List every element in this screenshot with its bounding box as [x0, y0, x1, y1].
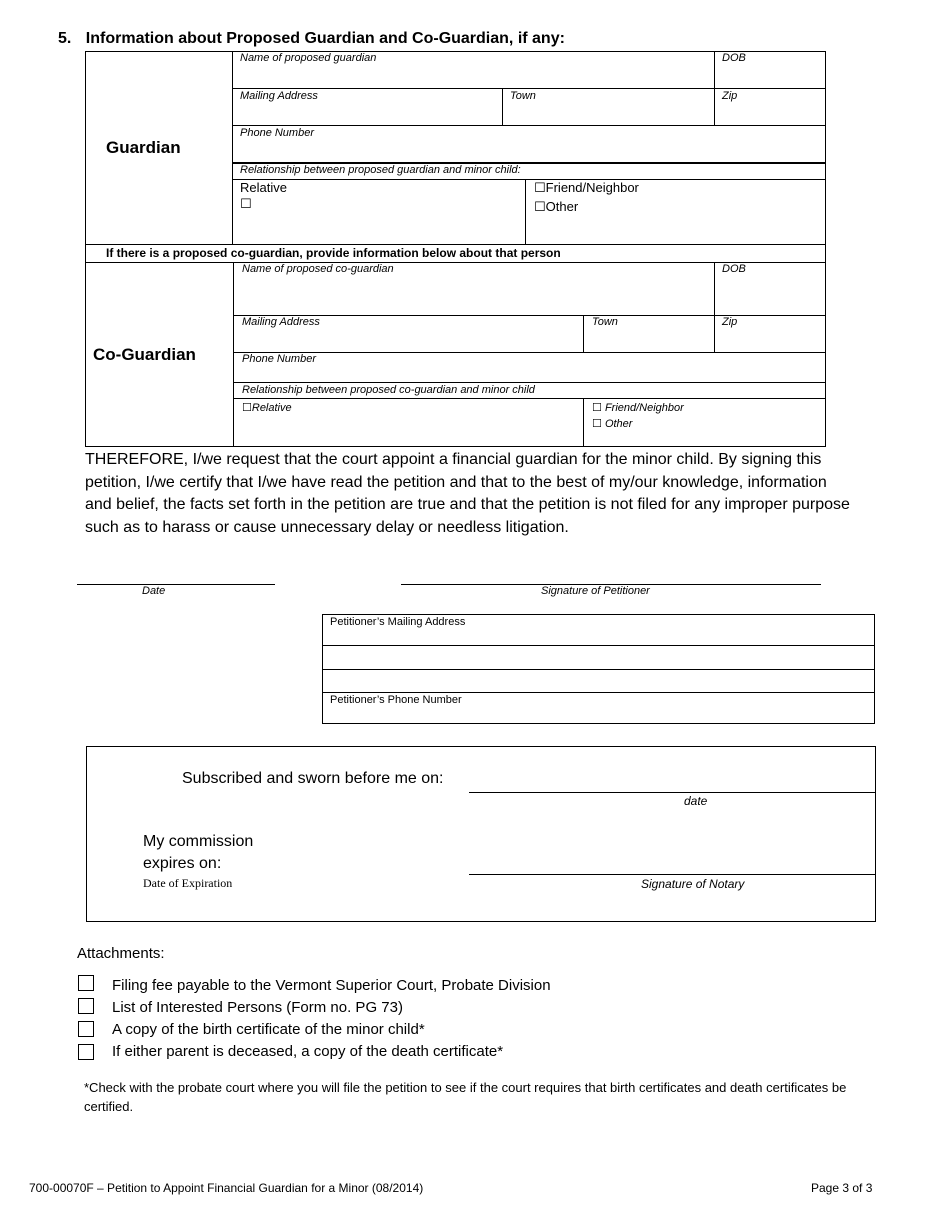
petitioner-signature-label: Signature of Petitioner — [541, 585, 650, 597]
row-divider — [233, 398, 826, 399]
coguardian-side-label: Co-Guardian — [93, 345, 196, 364]
commission-label — [143, 831, 253, 875]
guardian-mailing-field[interactable]: Mailing Address — [240, 90, 318, 102]
date-label: Date — [142, 585, 166, 597]
commission-line1: My commission — [143, 833, 254, 850]
guardian-zip-field[interactable]: Zip — [722, 90, 738, 102]
attachment-checkbox[interactable] — [78, 998, 94, 1014]
guardian-friend-option[interactable] — [534, 180, 639, 196]
friend-checkbox[interactable]: ☐ — [592, 401, 602, 414]
row-divider — [232, 179, 826, 180]
coguardian-other-option[interactable] — [592, 417, 632, 430]
attachment-item: If either parent is deceased, a copy of the death certificate* — [112, 1043, 504, 1060]
coguardian-phone-field[interactable]: Phone Number — [242, 353, 316, 365]
relative-label: Relative — [251, 402, 292, 414]
row-divider — [322, 669, 875, 670]
coguardian-zip-field[interactable]: Zip — [722, 316, 738, 328]
coguardian-dob-field[interactable]: DOB — [722, 263, 746, 275]
footer-form-id: 700-00070F – Petition to Appoint Financial Guardian for a Minor (08/2014) — [29, 1181, 424, 1195]
petitioner-mailing-field[interactable]: Petitioner’s Mailing Address — [330, 616, 466, 628]
row-divider — [233, 352, 826, 353]
guardian-relative-option[interactable] — [240, 180, 287, 212]
coguardian-relationship-label: Relationship between proposed co-guardian and minor child — [242, 384, 535, 396]
row-divider — [232, 88, 826, 89]
other-label: Other — [604, 418, 633, 430]
relative-checkbox[interactable]: ☐ — [242, 401, 252, 414]
attachment-item: List of Interested Persons (Form no. PG 73) — [112, 999, 403, 1016]
row-divider — [322, 692, 875, 693]
attachment-checkbox[interactable] — [78, 975, 94, 991]
town-divider — [502, 88, 503, 125]
coguardian-name-field[interactable]: Name of proposed co-guardian — [242, 263, 394, 275]
dob-divider — [714, 51, 715, 125]
coguardian-col-divider — [233, 262, 234, 446]
therefore-paragraph: THEREFORE, I/we request that the court appoint a financial guardian for the minor child. By signing this petition, I/we certify that I/we have read the petition and that to the best of my/our knowledge, information and belief, the facts set forth in the petition are true and that the petition is not filed for any improper purpose such as to harass or cause unnecessary delay or needless litigation. — [85, 451, 850, 536]
attachments-footnote: *Check with the probate court where you will file the petition to see if the court requires that birth certificates and death certificates be certified. — [84, 1080, 847, 1114]
notary-signature-label: Signature of Notary — [641, 877, 745, 891]
attachment-item: A copy of the birth certificate of the minor child* — [112, 1021, 425, 1038]
relationship-divider — [525, 179, 526, 244]
friend-label: Friend/Neighbor — [545, 180, 639, 195]
sworn-label: Subscribed and sworn before me on: — [182, 770, 444, 787]
row-divider — [322, 645, 875, 646]
guardian-side-label: Guardian — [106, 138, 181, 157]
coguardian-town-field[interactable]: Town — [592, 316, 618, 328]
row-divider — [232, 125, 826, 126]
relationship-divider — [583, 398, 584, 446]
guardian-other-option[interactable] — [534, 199, 578, 215]
sworn-date-label: date — [684, 794, 708, 808]
relative-label: Relative — [240, 180, 287, 195]
guardian-town-field[interactable]: Town — [510, 90, 536, 102]
attachment-checkbox[interactable] — [78, 1021, 94, 1037]
guardian-relationship-label: Relationship between proposed guardian and minor child: — [240, 164, 521, 176]
coguardian-note: If there is a proposed co-guardian, provide information below about that person — [106, 246, 561, 260]
guardian-col-divider — [232, 51, 233, 244]
section-number: 5. — [58, 30, 72, 47]
other-checkbox[interactable]: ☐ — [592, 417, 602, 430]
row-divider — [85, 244, 826, 245]
expiration-label: Date of Expiration — [143, 876, 233, 890]
guardian-phone-field[interactable]: Phone Number — [240, 127, 314, 139]
notary-signature-line[interactable] — [469, 874, 876, 875]
section-title: Information about Proposed Guardian and Co-Guardian, if any: — [85, 30, 565, 47]
other-checkbox[interactable]: ☐ — [534, 200, 546, 215]
attachments-title: Attachments: — [77, 945, 165, 962]
sworn-date-line[interactable] — [469, 792, 876, 793]
row-divider — [233, 382, 826, 383]
petitioner-phone-field[interactable]: Petitioner’s Phone Number — [330, 694, 462, 706]
date-line[interactable] — [77, 584, 275, 585]
coguardian-mailing-field[interactable]: Mailing Address — [242, 316, 320, 328]
guardian-name-field[interactable]: Name of proposed guardian — [240, 52, 377, 64]
friend-checkbox[interactable]: ☐ — [534, 181, 546, 196]
relative-checkbox[interactable]: ☐ — [240, 197, 252, 212]
attachment-item: Filing fee payable to the Vermont Superior Court, Probate Division — [112, 977, 551, 994]
coguardian-friend-option[interactable] — [592, 401, 684, 414]
commission-line2: expires on: — [143, 855, 222, 872]
footer-page-number: Page 3 of 3 — [811, 1181, 873, 1195]
dob-divider — [714, 262, 715, 352]
attachment-checkbox[interactable] — [78, 1044, 94, 1060]
friend-label: Friend/Neighbor — [604, 402, 684, 414]
town-divider — [583, 315, 584, 352]
other-label: Other — [545, 199, 579, 214]
section-heading — [58, 30, 565, 48]
guardian-dob-field[interactable]: DOB — [722, 52, 746, 64]
coguardian-relative-option[interactable] — [242, 401, 292, 414]
